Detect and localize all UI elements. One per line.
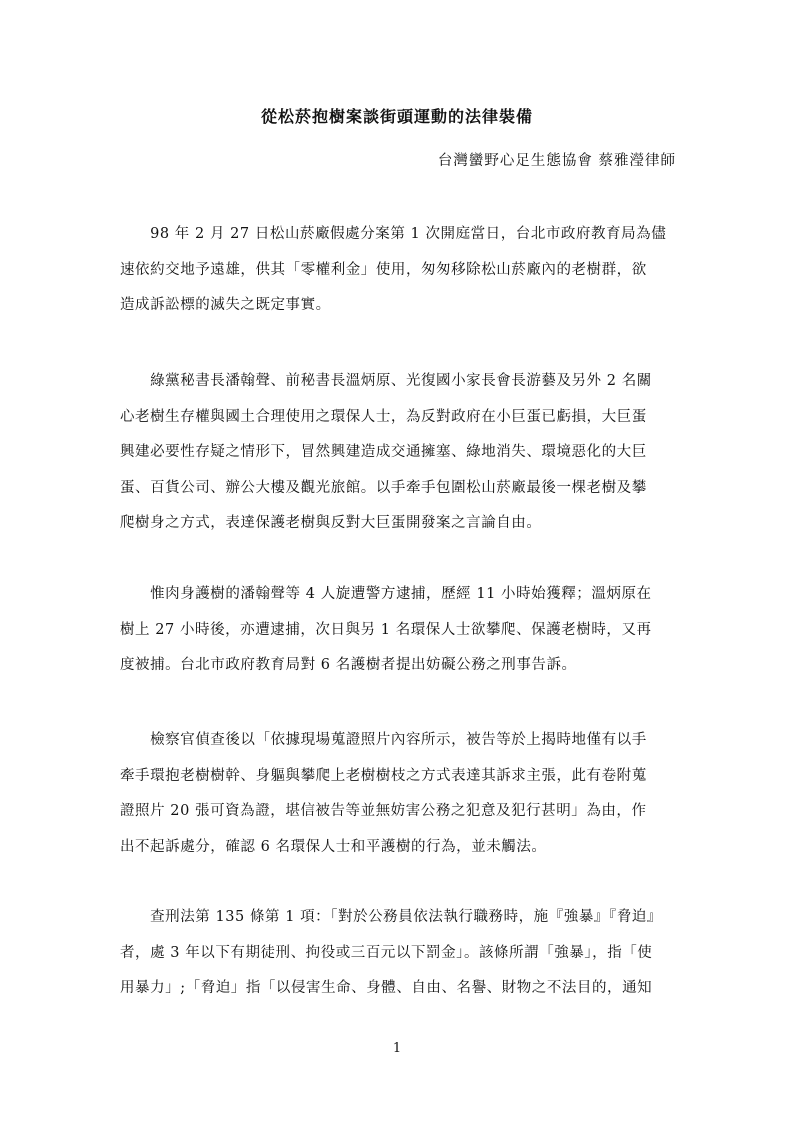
paragraph-line: 造成訴訟標的滅失之既定事實。 — [120, 297, 331, 313]
page-number: 1 — [392, 1041, 402, 1056]
paragraph-line: 爬樹身之方式，表達保護老樹與反對大巨蛋開發案之言論自由。 — [120, 515, 542, 531]
paragraph-line: 牽手環抱老樹樹幹、身軀與攀爬上老樹樹枝之方式表達其訴求主張，此有卷附蒐 — [120, 767, 647, 784]
paragraph-line: 查刑法第 135 條第 1 項：「對於公務員依法執行職務時，施『強暴』『脅迫』 — [120, 909, 662, 925]
paragraph-line: 速依約交地予遠雄，供其「零權利金」使用，匆匆移除松山菸廠內的老樹群，欲 — [120, 261, 647, 278]
document-title: 從松菸抱樹案談街頭運動的法律裝備 — [260, 107, 533, 126]
paragraph-line: 興建必要性存疑之情形下，冒然興建造成交通擁塞、綠地消失、環境惡化的大巨 — [120, 444, 647, 460]
paragraph-line: 心老樹生存權與國土合理使用之環保人士，為反對政府在小巨蛋已虧損，大巨蛋 — [120, 408, 647, 425]
paragraph-line: 惟肉身護樹的潘翰聲等 4 人旋遭警方逮捕，歷經 11 小時始獲釋；溫炳原在 — [120, 586, 652, 602]
paragraph-line: 出不起訴處分，確認 6 名環保人士和平護樹的行為，並未觸法。 — [120, 838, 547, 855]
paragraph-line: 用暴力」;「脅迫」指「以侵害生命、身體、自由、名譽、財物之不法目的，通知 — [120, 980, 653, 996]
paragraph-line: 證照片 20 張可資為證，堪信被告等並無妨害公務之犯意及犯行甚明」為由，作 — [120, 803, 647, 819]
author-line: 台灣蠻野心足生態協會 蔡雅瀅律師 — [437, 153, 676, 169]
paragraph-line: 蛋、百貨公司、辦公大樓及觀光旅館。以手牽手包圍松山菸廠最後一棵老樹及攀 — [120, 479, 647, 496]
paragraph-3 — [120, 583, 680, 690]
paragraph-line: 樹上 27 小時後，亦遭逮捕，次日與另 1 名環保人士欲攀爬、保護老樹時，又再 — [120, 621, 652, 638]
paragraph-line: 綠黨秘書長潘翰聲、前秘書長溫炳原、光復國小家長會長游藝及另外 2 名關 — [120, 373, 652, 389]
paragraph-line: 度被捕。台北市政府教育局對 6 名護樹者提出妨礙公務之刑事告訴。 — [120, 657, 577, 673]
paragraph-1 — [120, 223, 680, 330]
paragraph-5 — [120, 906, 680, 1013]
paragraph-4 — [120, 729, 680, 871]
paragraph-2 — [120, 370, 680, 548]
paragraph-line: 98 年 2 月 27 日松山菸廠假處分案第 1 次開庭當日，台北市政府教育局為儘 — [120, 226, 667, 242]
paragraph-line: 檢察官偵查後以「依據現場蒐證照片內容所示，被告等於上揭時地僅有以手 — [120, 732, 647, 748]
paragraph-line: 者，處 3 年以下有期徒刑、拘役或三百元以下罰金」。該條所謂「強暴」，指「使 — [120, 944, 653, 961]
